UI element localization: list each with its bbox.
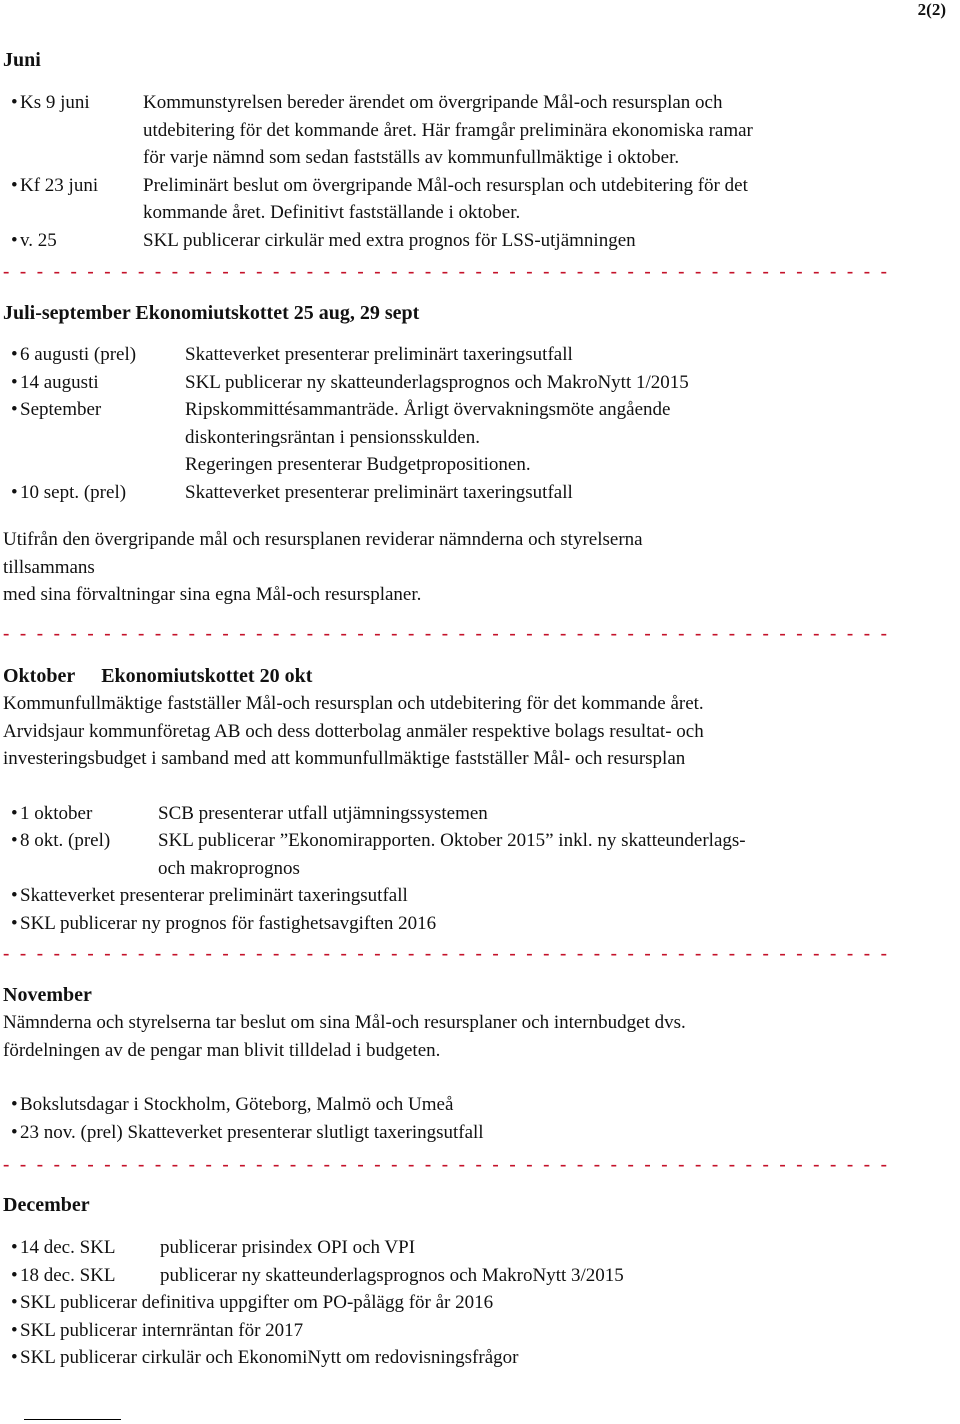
item-term: Kf 23 juni <box>20 174 99 196</box>
section-divider: - - - - - - - - - - - - - - - - - - - - - - - - - - - - - - - - - - - - - - - - - - - - - - - - - - - - - <box>3 623 890 644</box>
december-plain-list <box>3 1289 933 1372</box>
bullet-icon: • <box>11 1237 18 1258</box>
section-divider: - - - - - - - - - - - - - - - - - - - - - - - - - - - - - - - - - - - - - - - - - - - - - - - - - - - - - <box>3 943 890 964</box>
paragraph-line: Nämnderna och styrelserna tar beslut om sina Mål-och resursplaner och internbudget dvs. <box>3 1012 686 1033</box>
paragraph-line: investeringsbudget i samband med att kommunfullmäktige fastställer Mål- och resursplan <box>3 748 686 769</box>
paragraph-line: med sina förvaltningar sina egna Mål-och resursplaner. <box>3 584 422 605</box>
bullet-icon: • <box>11 481 18 503</box>
list-item <box>3 341 933 369</box>
section-divider: - - - - - - - - - - - - - - - - - - - - - - - - - - - - - - - - - - - - - - - - - - - - - - - - - - - - - <box>3 261 890 282</box>
bullet-icon: • <box>11 1292 18 1313</box>
item-description: publicerar prisindex OPI och VPI <box>160 1237 416 1258</box>
juni-list <box>3 89 933 254</box>
section-juni <box>3 46 933 254</box>
item-term: 10 sept. (prel) <box>20 481 127 503</box>
item-term: 6 augusti (prel) <box>20 344 137 365</box>
bullet-icon: • <box>11 1121 18 1143</box>
bullet-icon: • <box>11 344 18 365</box>
item-term: 14 dec. SKL <box>20 1237 116 1258</box>
list-item <box>3 800 933 828</box>
list-item <box>3 882 933 910</box>
list-item <box>3 1119 933 1147</box>
item-text: SKL publicerar ny prognos för fastighetsavgiften 2016 <box>20 912 437 934</box>
item-term: Ks 9 juni <box>20 92 90 113</box>
item-term: v. 25 <box>20 229 57 251</box>
section-title-oktober <box>3 662 933 690</box>
item-description: SCB presenterar utfall utjämningssystemen <box>158 802 488 824</box>
list-item <box>3 1234 933 1262</box>
item-description: utdebitering för det kommande året. Här framgår preliminära ekonomiska ramar <box>143 119 753 141</box>
paragraph-line: Kommunfullmäktige fastställer Mål-och resursplan och utdebitering för det kommande året. <box>3 693 704 714</box>
item-text: SKL publicerar definitiva uppgifter om PO-pålägg för år 2016 <box>20 1292 494 1313</box>
bullet-icon: • <box>11 371 18 393</box>
list-item <box>3 827 933 882</box>
list-item <box>3 1262 933 1290</box>
item-description: SKL publicerar cirkulär med extra prognos för LSS-utjämningen <box>143 229 636 251</box>
item-description: SKL publicerar ”Ekonomirapporten. Oktober 2015” inkl. ny skatteunderlags- <box>158 830 746 851</box>
list-item <box>3 1091 933 1119</box>
list-item <box>3 172 933 227</box>
item-term: 8 okt. (prel) <box>20 830 111 851</box>
item-term: 18 dec. SKL <box>20 1264 116 1286</box>
list-item <box>3 1289 933 1317</box>
section-divider: - - - - - - - - - - - - - - - - - - - - - - - - - - - - - - - - - - - - - - - - - - - - - - - - - - - - - <box>3 1154 890 1175</box>
paragraph-line: Arvidsjaur kommunföretag AB och dess dotterbolag anmäler respektive bolags resultat- och <box>3 720 704 742</box>
list-item <box>3 396 933 479</box>
item-text: Bokslutsdagar i Stockholm, Göteborg, Malmö och Umeå <box>20 1094 454 1115</box>
list-item <box>3 1317 933 1345</box>
item-description: Skatteverket presenterar preliminärt taxeringsutfall <box>185 481 573 503</box>
section-november <box>3 981 933 1146</box>
bullet-icon: • <box>11 830 18 851</box>
bullet-icon: • <box>11 174 18 196</box>
juli-list <box>3 341 933 506</box>
bullet-icon: • <box>11 1264 18 1286</box>
paragraph-line: fördelningen av de pengar man blivit tilldelad i budgeten. <box>3 1039 441 1061</box>
list-item <box>3 89 933 172</box>
bullet-icon: • <box>11 802 18 824</box>
item-description: och makroprognos <box>158 857 300 879</box>
list-item <box>3 227 933 255</box>
section-title-juni: Juni <box>3 49 41 71</box>
item-text: SKL publicerar cirkulär och EkonomiNytt om redovisningsfrågor <box>20 1347 519 1368</box>
bullet-icon: • <box>11 1347 18 1368</box>
bullet-icon: • <box>11 399 18 420</box>
item-description: Ripskommittésammanträde. Årligt övervakningsmöte angående <box>185 399 671 420</box>
section-juli-september <box>3 299 933 609</box>
page-number: 2(2) <box>917 0 946 19</box>
item-description: diskonteringsräntan i pensionsskulden. <box>185 426 480 448</box>
bullet-icon: • <box>11 1319 18 1341</box>
item-term: 14 augusti <box>20 371 99 393</box>
november-plain-list <box>3 1091 933 1146</box>
list-item <box>3 369 933 397</box>
bullet-icon: • <box>11 229 18 251</box>
november-paragraph <box>3 1009 933 1064</box>
item-description: publicerar ny skatteunderlagsprognos och MakroNytt 3/2015 <box>160 1264 624 1286</box>
section-december <box>3 1191 933 1372</box>
bullet-icon: • <box>11 1094 18 1115</box>
section-title-december: December <box>3 1194 90 1216</box>
paragraph-line: tillsammans <box>3 556 95 578</box>
list-item <box>3 479 933 507</box>
oktober-list <box>3 800 933 883</box>
item-description: Regeringen presenterar Budgetpropositionen. <box>185 454 531 475</box>
item-text: 23 nov. (prel) Skatteverket presenterar slutligt taxeringsutfall <box>20 1121 484 1143</box>
section-title-november: November <box>3 984 92 1006</box>
section-title-juli-september: Juli-september Ekonomiutskottet 25 aug, 29 sept <box>3 302 420 324</box>
item-description: Kommunstyrelsen bereder ärendet om övergripande Mål-och resursplan och <box>143 92 723 113</box>
list-item <box>3 910 933 938</box>
item-description: Skatteverket presenterar preliminärt taxeringsutfall <box>185 344 573 365</box>
oktober-title: Oktober <box>3 665 76 687</box>
bullet-icon: • <box>11 92 18 113</box>
item-description: för varje nämnd som sedan fastställs av kommunfullmäktige i oktober. <box>143 147 680 168</box>
footnote-rule <box>24 1419 121 1420</box>
item-term: September <box>20 399 102 420</box>
juli-paragraph <box>3 526 933 609</box>
december-list <box>3 1234 933 1289</box>
item-description: Preliminärt beslut om övergripande Mål-och resursplan och utdebitering för det <box>143 174 748 196</box>
oktober-paragraph <box>3 690 933 773</box>
paragraph-line: Utifrån den övergripande mål och resursplanen reviderar nämnderna och styrelserna <box>3 529 643 550</box>
oktober-plain-list <box>3 882 933 937</box>
bullet-icon: • <box>11 912 18 934</box>
oktober-subtitle: Ekonomiutskottet 20 okt <box>101 665 313 687</box>
item-description: kommande året. Definitivt fastställande i oktober. <box>143 202 521 223</box>
section-oktober <box>3 662 933 937</box>
list-item <box>3 1344 933 1372</box>
bullet-icon: • <box>11 885 18 906</box>
item-text: SKL publicerar internräntan för 2017 <box>20 1319 304 1341</box>
item-text: Skatteverket presenterar preliminärt taxeringsutfall <box>20 885 408 906</box>
item-term: 1 oktober <box>20 802 93 824</box>
item-description: SKL publicerar ny skatteunderlagsprognos och MakroNytt 1/2015 <box>185 371 689 393</box>
